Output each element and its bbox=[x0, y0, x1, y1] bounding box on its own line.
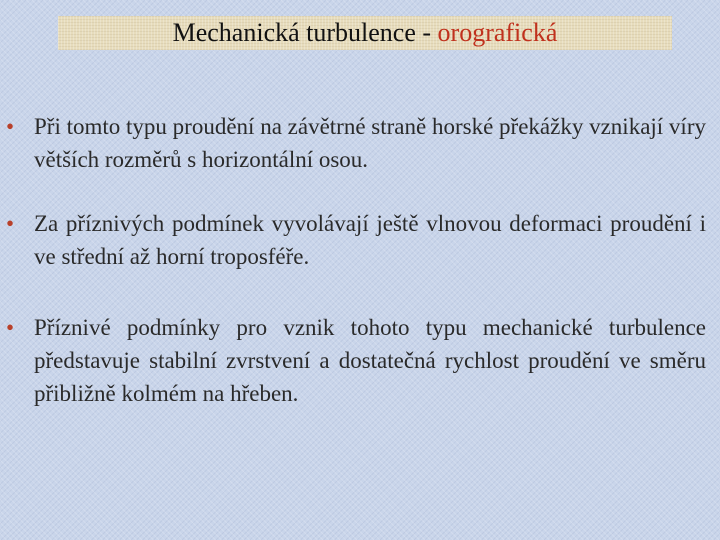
bullet-text: Při tomto typu proudění na závětrné straně horské překážky vznikají víry větších rozměrů s horizontální osou. bbox=[34, 114, 706, 172]
bullet-list bbox=[0, 110, 720, 410]
bullet-text: Za příznivých podmínek vyvolávají ještě vlnovou deformaci proudění i ve střední až horní troposféře. bbox=[34, 211, 706, 269]
bullet-item bbox=[0, 207, 720, 273]
bullet-item bbox=[0, 311, 720, 410]
slide-title-band bbox=[58, 16, 672, 50]
bullet-dot-icon: • bbox=[6, 211, 15, 236]
slide-title bbox=[173, 16, 558, 50]
bullet-item bbox=[0, 110, 720, 176]
slide-title-accent: orografická bbox=[437, 18, 558, 47]
bullet-dot-icon: • bbox=[6, 114, 15, 139]
bullet-text: Příznivé podmínky pro vznik tohoto typu mechanické turbulence představuje stabilní zvrstvení a dostatečná rychlost proudění ve směru přibližně kolmém na hřeben. bbox=[34, 315, 706, 406]
bullet-dot-icon: • bbox=[6, 315, 15, 340]
slide-title-main: Mechanická turbulence - bbox=[172, 18, 438, 47]
